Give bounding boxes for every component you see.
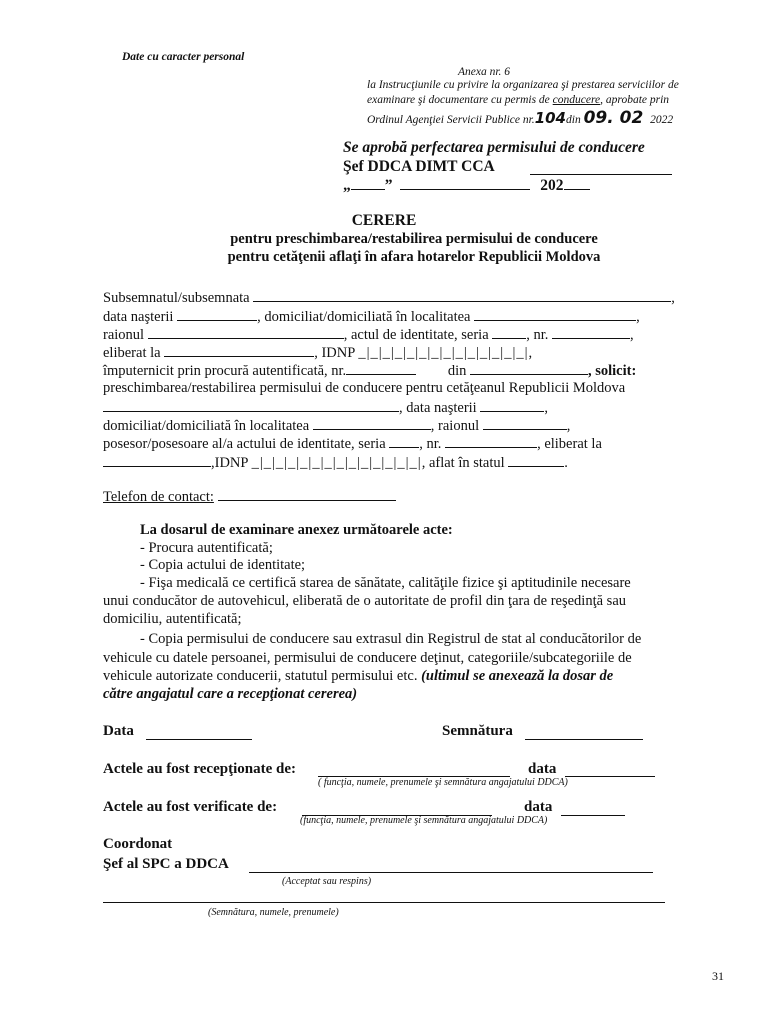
proxy-date-field[interactable] <box>470 361 588 375</box>
attachment-item-3-end: domiciliu, autentificată; <box>103 611 242 627</box>
personal-data-label: Date cu caracter personal <box>122 51 245 63</box>
idnp-boxes-2[interactable]: _|_|_|_|_|_|_|_|_|_|_|_|_|_| <box>251 455 422 471</box>
verified-label: Actele au fost verificate de: <box>103 799 278 815</box>
form-line-applicant: Subsemnatul/subsemnata , <box>103 290 675 306</box>
annex-line-1: la Instrucţiunile cu privire la organizarea şi prestarea serviciilor de <box>367 79 679 91</box>
received-caption: ( funcţia, numele, prenumele şi semnătura angajatului DDCA) <box>318 777 568 788</box>
form-line-request: preschimbarea/restabilirea permisului de conducere pentru cetăţeanul Republicii Moldova <box>103 380 626 396</box>
handwritten-order-number: 104 <box>534 109 566 127</box>
annex-line-3: Ordinul Agenţiei Servicii Publice nr.104din 09. 02 2022 <box>367 108 674 128</box>
received-date-line[interactable] <box>565 776 655 777</box>
locality-field[interactable] <box>474 307 636 321</box>
proxy-number-field[interactable] <box>346 361 416 375</box>
document-subtitle-2: pentru cetăţenii aflaţi în afara hotarelor Republicii Moldova <box>227 249 601 265</box>
attachments-title: La dosarul de examinare anexez următoarele acte: <box>140 522 453 538</box>
attachment-item-4-cont: vehicule cu datele persoanei, permisului de conducere deţinut, categoriile/subcategoriile de <box>103 650 632 666</box>
page-number: 31 <box>712 969 724 983</box>
document-title: CERERE <box>351 212 417 229</box>
chief-spc-label: Şef al SPC a DDCA <box>103 856 229 872</box>
birth-date-field[interactable] <box>177 307 257 321</box>
attachment-item-4-cont2: vehicule autorizate conducerii, statutul permisului etc. (ultimul se anexează la dosar de <box>103 668 614 684</box>
signature-line[interactable] <box>525 739 643 740</box>
month-blank <box>400 176 530 190</box>
attachment-item-1: - Procura autentificată; <box>140 540 273 556</box>
annex-title: Anexa nr. 6 <box>458 66 511 78</box>
date-line[interactable] <box>146 739 252 740</box>
attachment-item-2: - Copia actului de identitate; <box>140 557 306 573</box>
accepted-caption: (Acceptat sau respins) <box>282 876 372 887</box>
signature-caption: (Semnătura, numele, prenumele) <box>208 907 339 918</box>
attachment-item-4: - Copia permisului de conducere sau extrasul din Registrul de stat al conducătorilor de <box>140 631 642 647</box>
form-line-issued: eliberat la , IDNP _|_|_|_|_|_|_|_|_|_|_|_|_|_|, <box>103 345 533 361</box>
chief-approval-line: Şef DDCA DIMT CCA <box>343 158 495 175</box>
citizen-issued-date-field[interactable] <box>103 453 211 467</box>
handwritten-order-date: 09. 02 <box>583 108 644 128</box>
form-line-citizen: , data naşterii , <box>103 398 548 417</box>
citizen-district-field[interactable] <box>483 416 567 430</box>
form-line-phone: Telefon de contact: <box>103 487 396 506</box>
idnp-boxes-1[interactable]: _|_|_|_|_|_|_|_|_|_|_|_|_|_| <box>358 345 529 361</box>
day-blank <box>351 176 385 190</box>
form-line-district: raionul , actul de identitate, seria , nr. , <box>103 327 634 343</box>
issued-date-field[interactable] <box>164 343 314 357</box>
id-number-field[interactable] <box>552 325 630 339</box>
citizen-id-number-field[interactable] <box>445 434 537 448</box>
applicant-name-field[interactable] <box>253 288 671 302</box>
approval-line: Se aprobă perfectarea permisului de conducere <box>343 139 645 156</box>
citizen-birth-date-field[interactable] <box>480 398 544 412</box>
year-blank <box>564 176 590 190</box>
country-field[interactable] <box>508 453 564 467</box>
attachment-item-3-cont: unui conducător de autovehicul, eliberată de o autoritate de profil din ţara de reşedinţă sau <box>103 593 626 609</box>
citizen-locality-field[interactable] <box>313 416 431 430</box>
final-signature-line[interactable] <box>103 902 665 903</box>
attachment-item-4-end: către angajatul care a recepţionat cererea) <box>103 686 358 702</box>
signature-label: Semnătura <box>442 723 513 739</box>
date-label: Data <box>103 723 134 739</box>
coordinated-label: Coordonat <box>103 836 173 852</box>
form-line-citizen-idnp: ,IDNP _|_|_|_|_|_|_|_|_|_|_|_|_|_|, aflat în statul . <box>103 453 568 472</box>
form-line-birth: data naşterii , domiciliat/domiciliată în localitatea , <box>103 309 640 325</box>
phone-field[interactable] <box>218 487 396 501</box>
received-date-label: data <box>528 761 557 777</box>
district-field[interactable] <box>148 325 344 339</box>
verified-date-label: data <box>524 799 553 815</box>
citizen-id-series-field[interactable] <box>389 434 419 448</box>
verified-date-line[interactable] <box>561 815 625 816</box>
document-subtitle-1: pentru preschimbarea/restabilirea permisului de conducere <box>230 231 598 247</box>
verified-caption: (funcţia, numele, prenumele şi semnătura angajatului DDCA) <box>300 815 548 826</box>
citizen-name-field[interactable] <box>103 398 399 412</box>
chief-spc-line[interactable] <box>249 872 653 873</box>
approval-date-line: „ ” 202 <box>343 176 590 195</box>
chief-signature-line <box>530 174 672 175</box>
form-line-citizen-locality: domiciliat/domiciliată în localitatea , raionul , <box>103 418 571 434</box>
id-series-field[interactable] <box>492 325 526 339</box>
attachment-item-3: - Fişa medicală ce certifică starea de sănătate, calităţile fizice şi aptitudinile necesare <box>140 575 631 591</box>
form-line-citizen-id: posesor/posesoare al/a actului de identitate, seria , nr. , eliberat la <box>103 436 602 452</box>
form-line-proxy: împuternicit prin procură autentificată, nr. din , solicit: <box>103 363 637 379</box>
received-label: Actele au fost recepţionate de: <box>103 761 296 777</box>
annex-line-2: examinare şi documentare cu permis de conducere, aprobate prin <box>367 94 670 106</box>
